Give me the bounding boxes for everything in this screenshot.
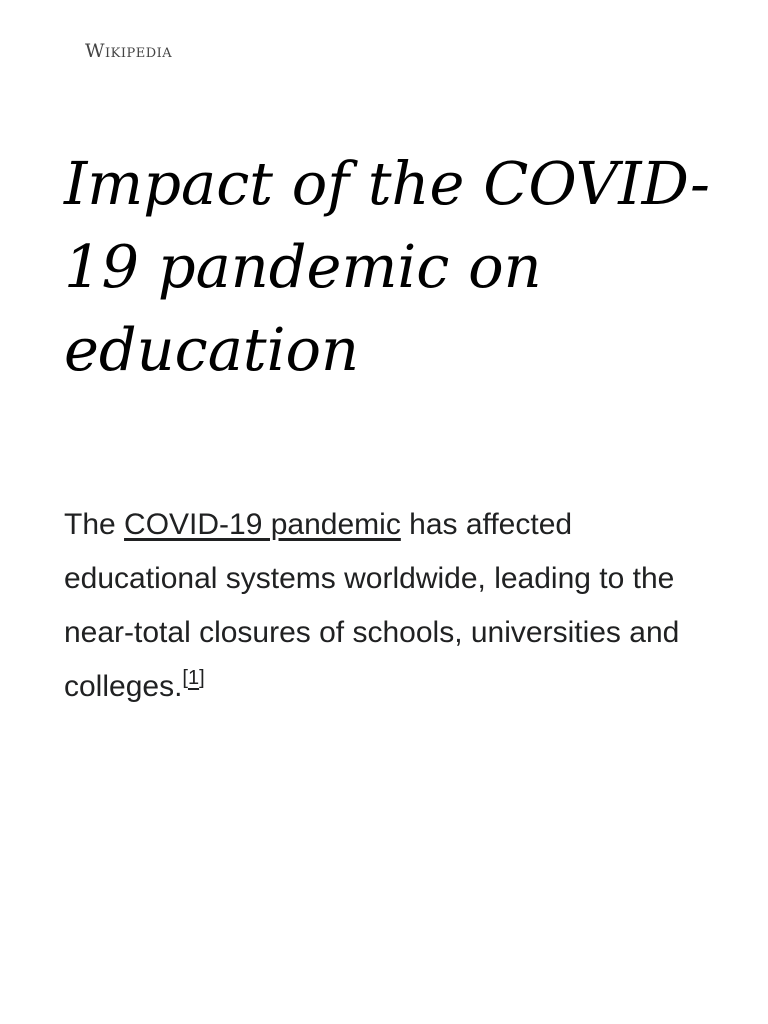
lead-text-start: The bbox=[64, 508, 125, 541]
lead-paragraph bbox=[64, 498, 724, 714]
page-title: Impact of the COVID-19 pandemic on education bbox=[64, 149, 710, 384]
wikipedia-wordmark-logo[interactable]: Wikipedia bbox=[85, 40, 173, 62]
covid-19-pandemic-link[interactable]: COVID-19 pandemic bbox=[124, 508, 401, 541]
citation-reference[interactable] bbox=[182, 667, 204, 689]
citation-open-bracket: [ bbox=[182, 667, 188, 689]
lead-text-rest: has affected educational systems worldwide, leading to the near-total closures of schools, universities and colleges. bbox=[64, 508, 680, 703]
citation-link-1[interactable]: 1 bbox=[187, 667, 200, 689]
citation-close-bracket: ] bbox=[199, 667, 205, 689]
